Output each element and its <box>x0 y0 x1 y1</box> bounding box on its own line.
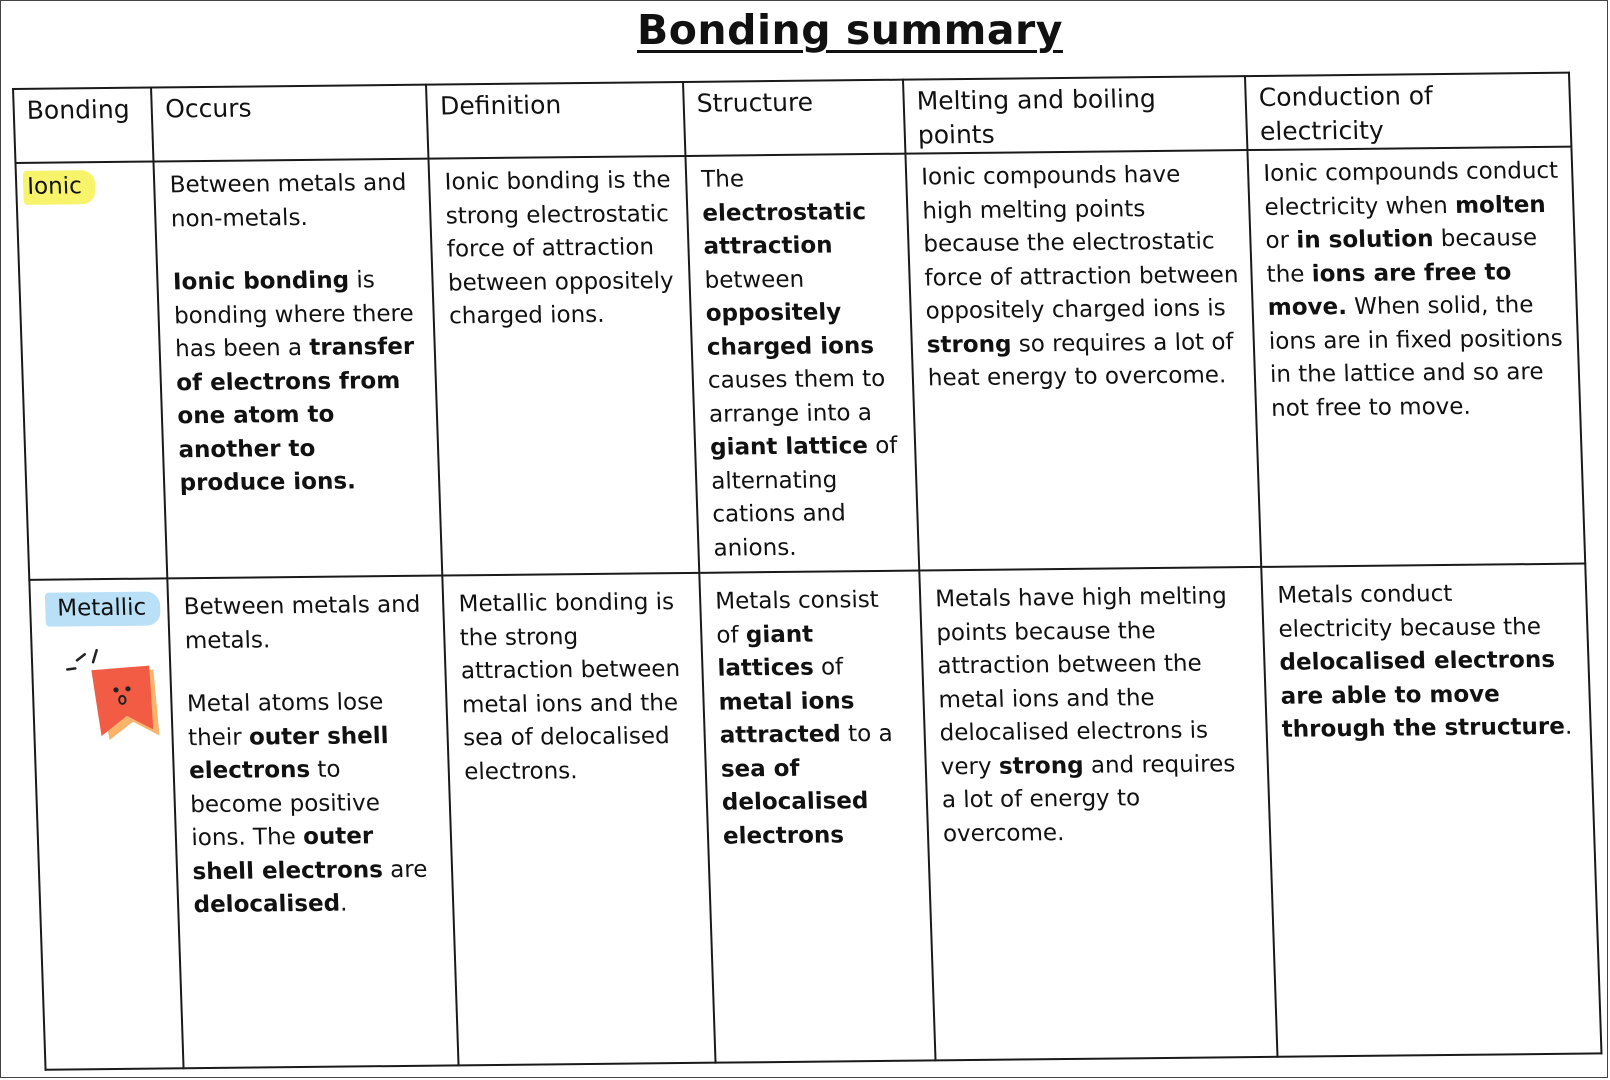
bold-text-run: transfer of electrons from one atom to another to produce ions. <box>175 333 415 497</box>
page-title: Bonding summary <box>637 6 1063 54</box>
metallic-label: Metallic <box>45 591 161 626</box>
text-run: of alternating cations and anions. <box>710 432 898 562</box>
bold-text-run: outer shell electrons <box>192 823 384 885</box>
bold-text-run: outer shell electrons <box>188 722 389 785</box>
metallic-occurs-note <box>186 686 441 923</box>
header-melting-boiling: Melting and boiling points <box>903 76 1248 154</box>
text-run: so requires a lot of heat energy to overcome. <box>927 328 1234 392</box>
bold-text-run: delocalised <box>193 890 341 919</box>
text-run: Metals conduct electricity because the <box>1276 580 1542 643</box>
metallic-melting-cell <box>919 567 1277 1060</box>
ionic-melting-text <box>921 158 1243 396</box>
bold-text-run: ions are free to move. <box>1267 258 1512 321</box>
bold-text-run: giant lattices <box>717 621 815 682</box>
text-run: is bonding where there has been a <box>173 267 415 363</box>
bold-text-run: electrostatic attraction <box>701 198 867 260</box>
text-run: or <box>1265 227 1297 254</box>
bold-text-run: sea of delocalised electrons <box>720 755 869 850</box>
ionic-definition-cell <box>429 156 699 576</box>
ionic-row <box>15 147 1585 580</box>
ionic-melting-cell <box>905 150 1261 570</box>
metallic-row <box>29 564 1601 1070</box>
text-run: Ionic compounds have high melting points because the electrostatic force of attraction between oppositely charged ions is <box>920 161 1239 325</box>
text-run: and requires a lot of energy to overcome. <box>941 750 1236 847</box>
metallic-structure-cell <box>699 571 935 1063</box>
metallic-conduction-cell <box>1261 564 1601 1057</box>
text-run: Metals have high melting points because the attraction between the metal ions and the delocalised electrons is very <box>934 583 1228 780</box>
surprised-flag-sticker-icon <box>56 643 170 754</box>
text-run: Ionic compounds conduct electricity when <box>1262 157 1559 221</box>
header-conduction: Conduction of electricity <box>1245 73 1571 150</box>
bold-text-run: delocalised electrons are able to move through the structure <box>1279 646 1566 743</box>
ionic-occurs-text: Between metals and non-metals. <box>169 169 407 232</box>
metallic-definition-text: Metallic bonding is the strong attraction between metal ions and the sea of delocalised electrons. <box>458 589 681 785</box>
text-run: between <box>704 266 805 294</box>
text-run: to a <box>840 720 894 748</box>
header-occurs: Occurs <box>152 85 429 162</box>
bold-text-run: strong <box>926 331 1012 358</box>
text-run: Metal atoms lose their <box>186 689 384 751</box>
ionic-occurs-cell <box>154 159 443 579</box>
ionic-conduction-cell <box>1248 147 1586 567</box>
ionic-occurs-note <box>172 264 427 501</box>
header-bonding: Bonding <box>13 88 154 163</box>
header-definition: Definition <box>426 82 685 159</box>
bold-text-run: giant lattice <box>709 433 869 461</box>
metallic-melting-text <box>935 580 1258 851</box>
text-run: . <box>1564 713 1573 740</box>
ionic-conduction-text <box>1263 155 1568 426</box>
metallic-structure-text <box>715 584 916 854</box>
ionic-definition-text: Ionic bonding is the strong electrostatic force of attraction between oppositely charged ions. <box>444 167 675 330</box>
ionic-label: Ionic <box>23 170 97 204</box>
text-run: causes them to arrange into a <box>707 365 886 428</box>
text-run: of <box>813 654 844 681</box>
text-run: because the <box>1266 225 1538 288</box>
metallic-label-cell <box>29 578 184 1069</box>
text-run: to become positive ions. The <box>189 756 381 852</box>
text-run: are <box>382 856 428 883</box>
bold-text-run: molten <box>1454 191 1547 219</box>
bold-text-run: oppositely charged ions <box>705 299 875 361</box>
ionic-label-cell <box>15 162 167 580</box>
metallic-definition-cell <box>443 573 716 1066</box>
metallic-occurs-text: Between metals and metals. <box>183 591 421 654</box>
bonding-summary-table <box>12 72 1603 1071</box>
ionic-structure-text <box>701 162 906 566</box>
text-run: When solid, the ions are in fixed positions in the lattice and so are not free to move. <box>1268 292 1563 422</box>
bold-text-run: metal ions attracted <box>718 687 855 749</box>
ionic-structure-cell <box>685 154 919 573</box>
text-run: Metals consist of <box>714 586 880 649</box>
header-structure: Structure <box>683 80 905 156</box>
metallic-conduction-text <box>1277 577 1578 748</box>
bold-text-run: Ionic bonding <box>172 267 350 296</box>
text-run: The <box>700 166 745 193</box>
bold-text-run: in solution <box>1295 226 1434 254</box>
text-run: . <box>339 890 348 917</box>
bold-text-run: strong <box>998 752 1085 780</box>
metallic-occurs-cell <box>168 576 459 1069</box>
